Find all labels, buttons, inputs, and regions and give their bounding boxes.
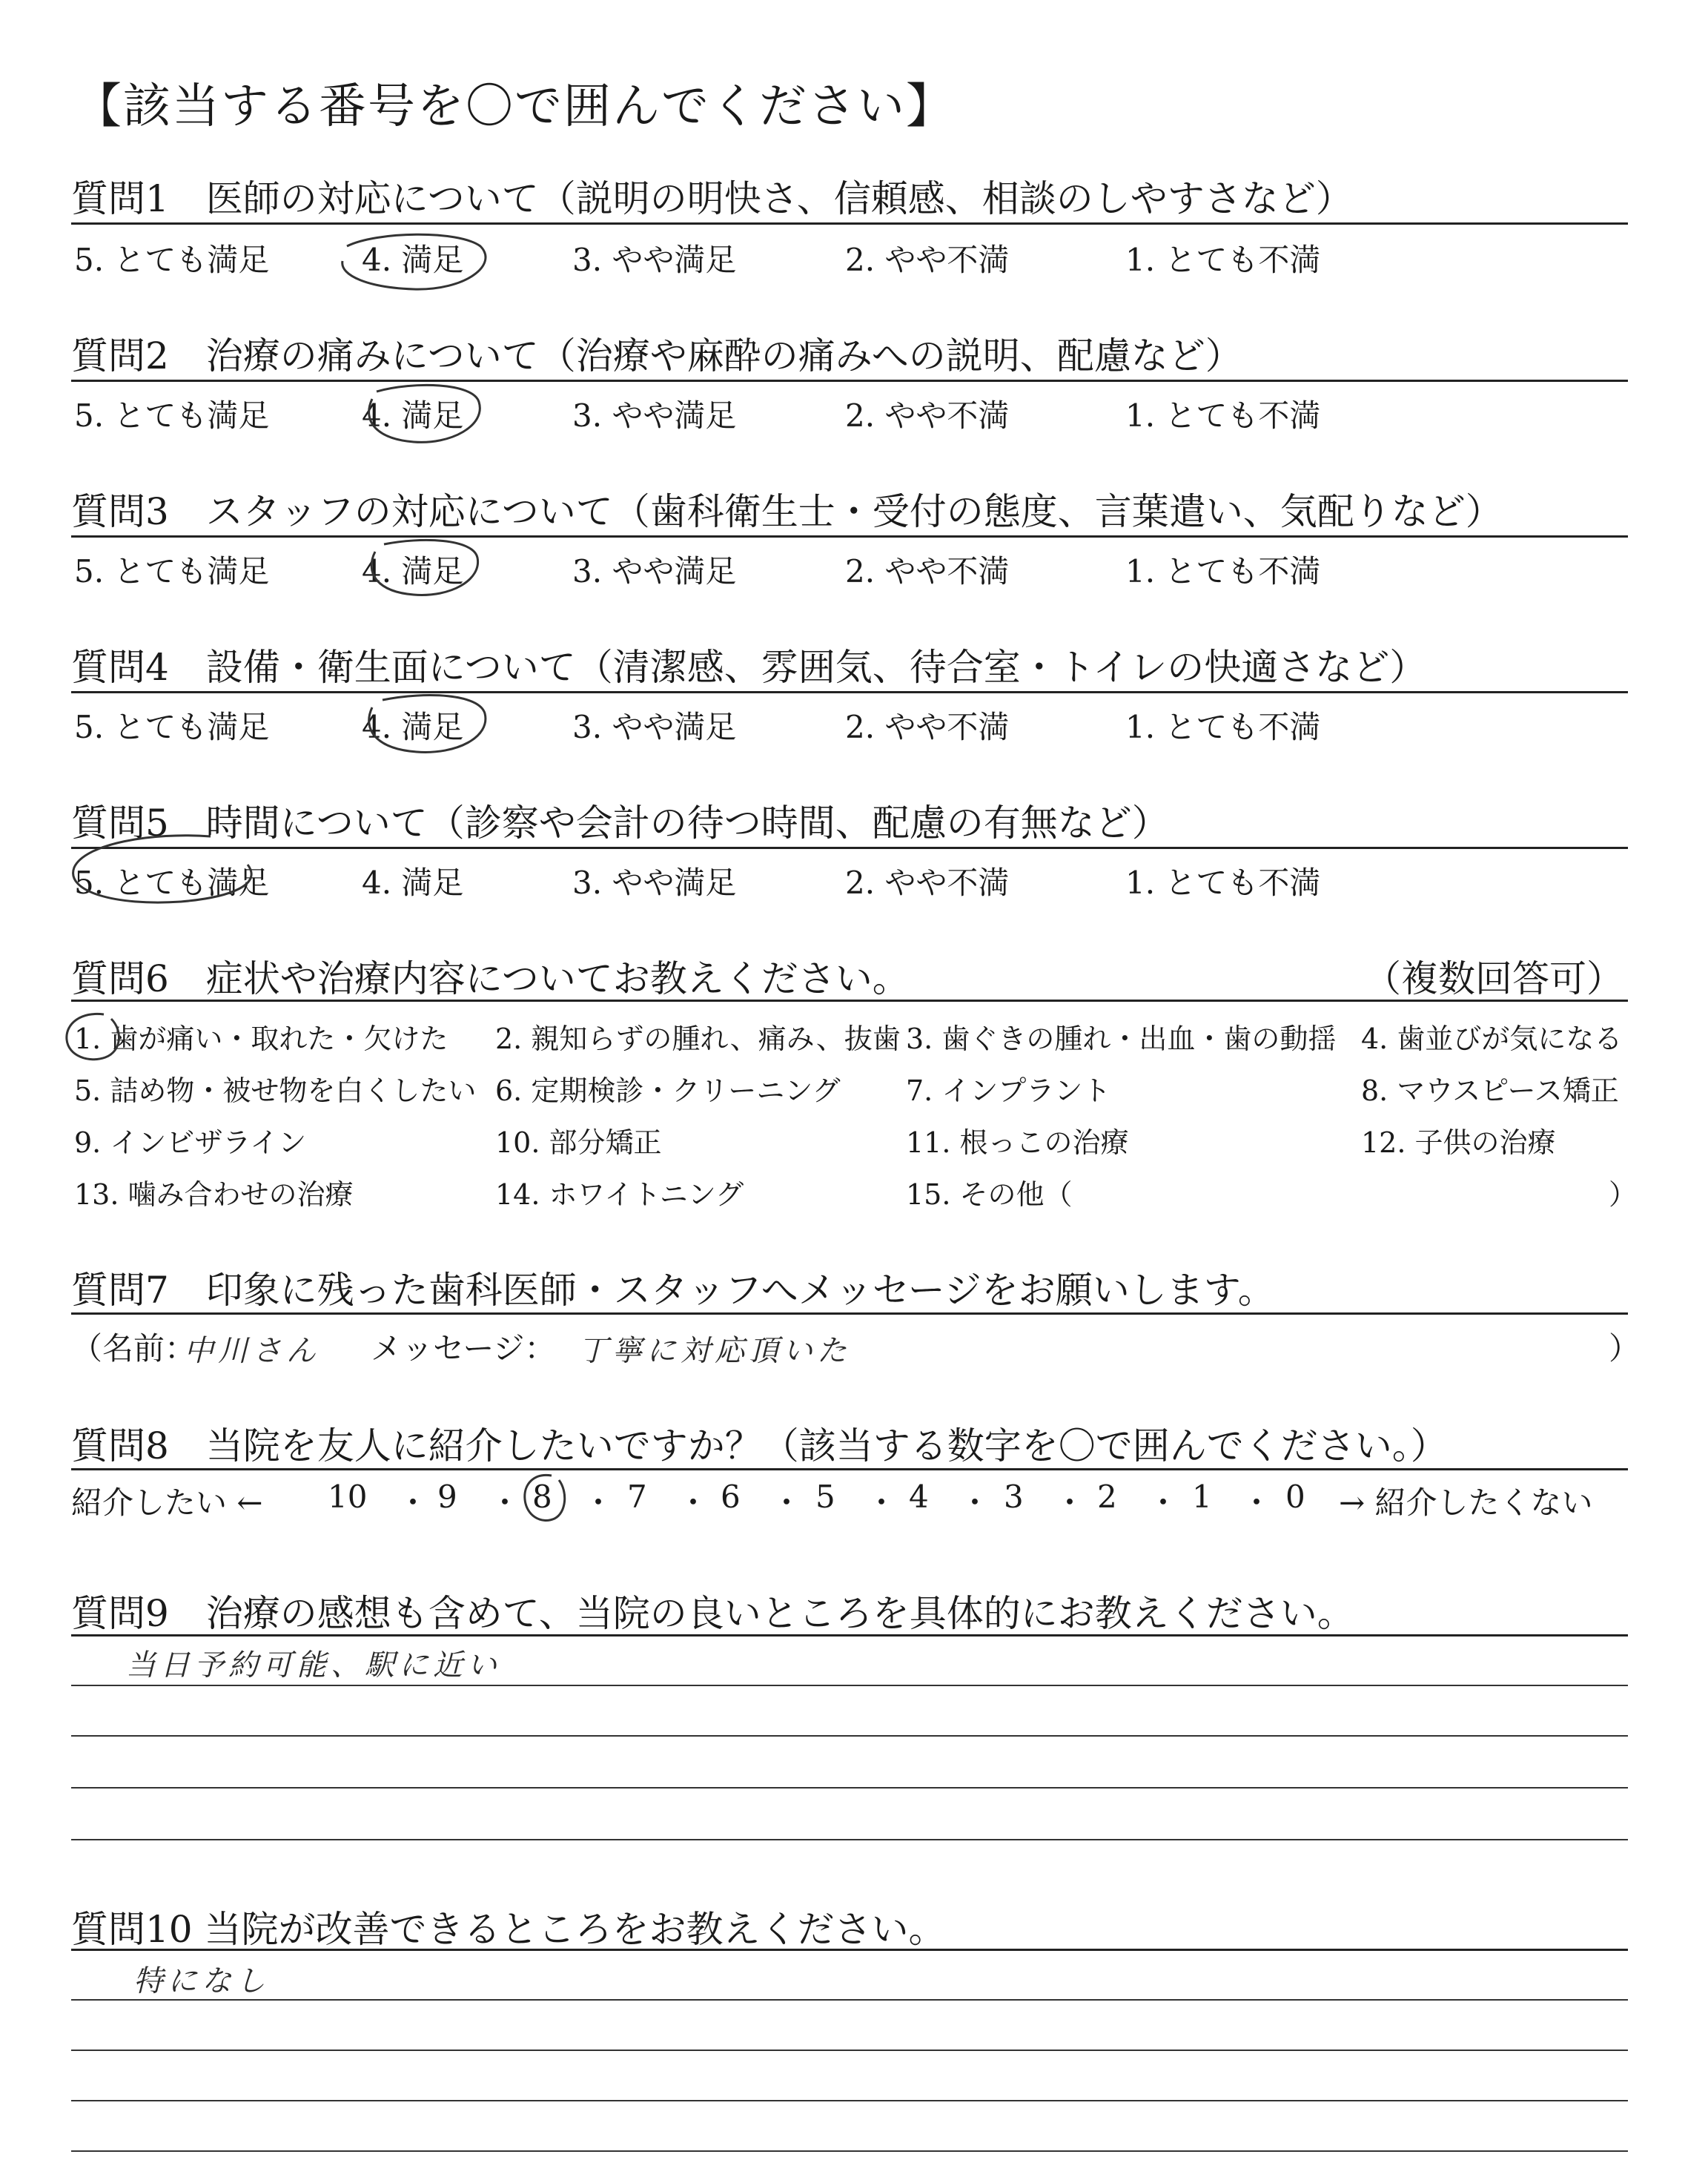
q8-score-0[interactable]: 0: [1285, 1479, 1305, 1515]
q6-option-1[interactable]: 1. 歯が痛い・取れた・欠けた: [74, 1023, 448, 1055]
q6-option-12[interactable]: 12. 子供の治療: [1361, 1126, 1556, 1159]
q9-rule: [71, 1634, 1628, 1636]
q6-option-8[interactable]: 8. マウスピース矯正: [1361, 1074, 1619, 1107]
q6-note: （複数回答可）: [1364, 957, 1623, 1000]
q6-rule: [71, 1000, 1628, 1002]
q7-close-paren: ）: [1609, 1330, 1641, 1367]
q8-score-1[interactable]: 1: [1192, 1479, 1212, 1515]
q6-option-10[interactable]: 10. 部分矯正: [495, 1126, 662, 1159]
q8-title: 質問8 当院を友人に紹介したいですか？（該当する数字を〇で囲んでください。）: [71, 1424, 1448, 1467]
q3-option-3[interactable]: 3. やや満足: [572, 553, 737, 589]
q6-option-13[interactable]: 13. 噛み合わせの治療: [74, 1178, 354, 1211]
q1-option-2[interactable]: 2. やや不満: [845, 242, 1010, 278]
q2-title: 質問2 治療の痛みについて（治療や麻酔の痛みへの説明、配慮など）: [71, 334, 1242, 377]
q2-option-5[interactable]: 5. とても満足: [74, 397, 270, 434]
q8-score-8[interactable]: 8: [532, 1479, 552, 1515]
q1-option-1[interactable]: 1. とても不満: [1125, 242, 1321, 278]
q5-option-1[interactable]: 1. とても不満: [1125, 865, 1321, 901]
q8-separator: ・: [489, 1484, 521, 1521]
q6-option-15[interactable]: 15. その他（: [906, 1178, 1073, 1211]
q8-separator: ・: [397, 1484, 429, 1521]
q8-separator: ・: [1148, 1484, 1179, 1521]
q5-option-4[interactable]: 4. 満足: [362, 865, 464, 901]
q8-score-3[interactable]: 3: [1004, 1479, 1024, 1515]
q8-separator: ・: [1241, 1484, 1273, 1521]
instruction-heading: 【該当する番号を〇で囲んでください】: [74, 79, 955, 134]
q8-separator: ・: [959, 1484, 991, 1521]
q7-rule: [71, 1312, 1628, 1315]
q6-option-9[interactable]: 9. インビザライン: [74, 1126, 307, 1159]
q6-option-4[interactable]: 4. 歯並びが気になる: [1361, 1023, 1623, 1055]
q9-answer-line-3: [71, 1787, 1628, 1789]
q6-title: 質問6 症状や治療内容についてお教えください。: [71, 957, 910, 1000]
q4-option-1[interactable]: 1. とても不満: [1125, 709, 1321, 745]
q10-answer-handwriting[interactable]: 特になし: [133, 1964, 270, 1998]
q4-title: 質問4 設備・衛生面について（清潔感、雰囲気、待合室・トイレの快適さなど）: [71, 646, 1427, 689]
q8-score-6[interactable]: 6: [721, 1479, 741, 1515]
q5-title: 質問5 時間について（診察や会計の待つ時間、配慮の有無など）: [71, 802, 1169, 845]
q4-option-3[interactable]: 3. やや満足: [572, 709, 737, 745]
q10-rule: [71, 1949, 1628, 1951]
q6-option-7[interactable]: 7. インプラント: [906, 1074, 1111, 1107]
q9-answer-line-2: [71, 1735, 1628, 1737]
q7-name-label: （名前：: [71, 1330, 196, 1367]
q8-score-5[interactable]: 5: [815, 1479, 835, 1515]
q9-answer-line-1: [71, 1685, 1628, 1686]
q7-message-label: メッセージ：: [371, 1330, 556, 1367]
q10-answer-line-1: [71, 1999, 1628, 2001]
q6-option-2[interactable]: 2. 親知らずの腫れ、痛み、抜歯: [495, 1023, 901, 1055]
q7-name-handwriting[interactable]: 中川さん: [184, 1334, 320, 1368]
q1-option-4[interactable]: 4. 満足: [362, 242, 464, 278]
q8-score-2[interactable]: 2: [1097, 1479, 1117, 1515]
q4-rule: [71, 691, 1628, 693]
q2-option-1[interactable]: 1. とても不満: [1125, 397, 1321, 434]
q5-option-3[interactable]: 3. やや満足: [572, 865, 737, 901]
q4-option-4[interactable]: 4. 満足: [362, 709, 464, 745]
q3-option-1[interactable]: 1. とても不満: [1125, 553, 1321, 589]
q3-option-2[interactable]: 2. やや不満: [845, 553, 1010, 589]
q10-answer-line-4: [71, 2150, 1628, 2152]
q8-left-label: 紹介したい ←: [71, 1484, 263, 1521]
q6-option-5[interactable]: 5. 詰め物・被せ物を白くしたい: [74, 1074, 477, 1107]
q5-option-2[interactable]: 2. やや不満: [845, 865, 1010, 901]
q3-option-5[interactable]: 5. とても満足: [74, 553, 270, 589]
q4-option-5[interactable]: 5. とても満足: [74, 709, 270, 745]
q6-option-14[interactable]: 14. ホワイトニング: [495, 1178, 744, 1211]
q8-separator: ・: [583, 1484, 615, 1521]
q7-message-handwriting[interactable]: 丁寧に対応頂いた: [578, 1334, 851, 1368]
q10-answer-line-3: [71, 2100, 1628, 2101]
q5-rule: [71, 847, 1628, 849]
q8-score-9[interactable]: 9: [437, 1479, 457, 1515]
q8-separator: ・: [771, 1484, 803, 1521]
q6-option-11[interactable]: 11. 根っこの治療: [906, 1126, 1129, 1159]
q3-title: 質問3 スタッフの対応について（歯科衛生士・受付の態度、言葉遣い、気配りなど）: [71, 490, 1503, 533]
q6-other-close-paren: ）: [1609, 1178, 1638, 1211]
q1-option-5[interactable]: 5. とても満足: [74, 242, 270, 278]
q2-rule: [71, 380, 1628, 382]
q2-option-4[interactable]: 4. 満足: [362, 397, 464, 434]
q6-option-6[interactable]: 6. 定期検診・クリーニング: [495, 1074, 841, 1107]
q3-option-4[interactable]: 4. 満足: [362, 553, 464, 589]
q8-right-label: → 紹介したくない: [1339, 1484, 1593, 1521]
q3-rule: [71, 535, 1628, 538]
q8-score-4[interactable]: 4: [909, 1479, 929, 1515]
q8-score-7[interactable]: 7: [627, 1479, 647, 1515]
q9-answer-line-4: [71, 1839, 1628, 1840]
q1-rule: [71, 222, 1628, 225]
q8-score-10[interactable]: 10: [328, 1479, 368, 1515]
q2-option-2[interactable]: 2. やや不満: [845, 397, 1010, 434]
q8-separator: ・: [866, 1484, 898, 1521]
q5-option-5[interactable]: 5. とても満足: [74, 865, 270, 901]
q7-title: 質問7 印象に残った歯科医師・スタッフへメッセージをお願いします。: [71, 1269, 1275, 1312]
q1-title: 質問1 医師の対応について（説明の明快さ、信頼感、相談のしやすさなど）: [71, 177, 1353, 220]
q1-option-3[interactable]: 3. やや満足: [572, 242, 737, 278]
q9-title: 質問9 治療の感想も含めて、当院の良いところを具体的にお教えください。: [71, 1592, 1354, 1635]
q6-option-3[interactable]: 3. 歯ぐきの腫れ・出血・歯の動揺: [906, 1023, 1337, 1055]
q10-answer-line-2: [71, 2050, 1628, 2051]
q2-option-3[interactable]: 3. やや満足: [572, 397, 737, 434]
q8-rule: [71, 1468, 1628, 1470]
q10-title: 質問10 当院が改善できるところをお教えください。: [71, 1908, 946, 1951]
q8-separator: ・: [678, 1484, 709, 1521]
q4-option-2[interactable]: 2. やや不満: [845, 709, 1010, 745]
q9-answer-handwriting[interactable]: 当日予約可能、駅に近い: [126, 1648, 501, 1682]
q8-separator: ・: [1054, 1484, 1086, 1521]
